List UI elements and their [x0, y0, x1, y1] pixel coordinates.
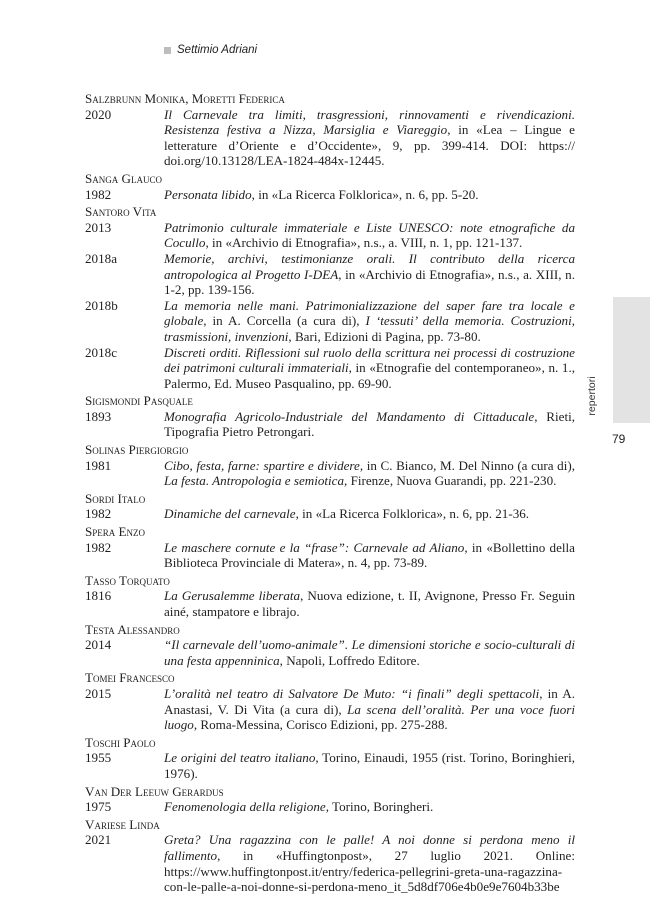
entry-year: 1982 — [85, 506, 112, 522]
entry-text — [164, 799, 575, 815]
author-name: Sanga Glauco — [85, 170, 163, 186]
bib-entry — [85, 637, 575, 668]
entry-title: La festa. Antropologia e semiotica, — [164, 473, 348, 489]
bibliography — [85, 89, 575, 895]
entry-year: 1893 — [85, 408, 112, 424]
entry-text — [164, 220, 575, 251]
bib-entry — [85, 458, 575, 489]
entry-details: , in «Huffingtonpost», 27 luglio 2021. Online: https://www.huffingtonpost.it/entry/federica-pellegrini-greta-una-ragazzina-con-le-palle-a-noi-donne-si-perdona-meno_it_5d8df706e4b0e9e7604b33be — [164, 847, 575, 895]
section-tab — [613, 297, 650, 423]
entry-year: 1816 — [85, 588, 112, 604]
running-head-text: Settimio Adriani — [177, 44, 258, 56]
entry-details: , in «La Ricerca Folklorica», n. 6, pp. 5-20. — [251, 186, 479, 202]
entry-text — [164, 187, 575, 203]
entry-year: 1975 — [85, 799, 112, 815]
entry-details: , Napoli, Loffredo Editore. — [279, 652, 420, 668]
author-name: Sigismondi Pasquale — [85, 393, 193, 409]
entry-title: Fenomenologia della religione — [164, 799, 326, 815]
entry-year: 1982 — [85, 186, 112, 202]
entry-text — [164, 588, 575, 619]
bib-entry — [85, 799, 575, 815]
entry-title: La memoria nelle mani. Patrimonializzazione del saper fare tra locale e globale — [164, 297, 575, 329]
entry-year: 2013 — [85, 219, 112, 235]
entry-title: Il Carnevale tra limiti, trasgressioni, rinnovamenti e rivendicazioni. Resistenza festiva a Nizza, Marsiglia e Viareggio — [164, 106, 575, 138]
entry-details: , Torino, Boringheri. — [325, 799, 434, 815]
bib-entry — [85, 107, 575, 169]
author-name: Testa Alessandro — [85, 621, 180, 637]
entry-text — [164, 832, 575, 894]
entry-title: Le maschere cornute e la “frase”: Carnevale ad Aliano — [164, 539, 465, 555]
entry-details: , in «Archivio di Etnografia», n.s., a. VIII, n. 1, pp. 121-137. — [205, 235, 523, 251]
entry-title: Monografia Agricolo-Industriale del Mandamento di Cittaducale — [164, 408, 535, 424]
author-name: Spera Enzo — [85, 524, 146, 540]
header-square-icon — [164, 47, 171, 54]
entry-title: La scena dell’oralità. Per una voce fuori luogo — [164, 701, 575, 733]
entry-details: , Nuova edizione, t. II, Avignone, Presso Fr. Seguin ainé, stampatore e librajo. — [164, 588, 575, 619]
entry-year: 1981 — [85, 457, 112, 473]
entry-details: , in «Bollettino della Biblioteca Provinciale di Matera», n. 4, pp. 73-89. — [164, 539, 575, 571]
entry-year: 2014 — [85, 637, 112, 653]
entry-title: Patrimonio culturale immateriale e Liste UNESCO: note etnografiche da Cocullo — [164, 219, 575, 251]
entry-year: 2015 — [85, 685, 112, 701]
entry-title: Greta? Una ragazzina con le palle! A noi donne si perdona meno il fallimento — [164, 832, 575, 863]
entry-year: 1955 — [85, 750, 112, 766]
entry-title: Cibo, festa, farne: spartire e dividere, — [164, 457, 364, 473]
bib-entry — [85, 832, 575, 894]
entry-text — [164, 107, 575, 169]
page-number: 79 — [612, 432, 626, 446]
bib-entry — [85, 187, 575, 203]
entry-title: “Il carnevale dell’uomo-animale”. Le dimensioni storiche e socio-culturali di una festa appenninica — [164, 637, 575, 668]
bib-entry — [85, 345, 575, 392]
bib-entry — [85, 750, 575, 781]
entry-title: Personata libido — [164, 186, 252, 202]
entry-year: 2018c — [85, 344, 117, 360]
entry-details: , in «Etnografie del contemporaneo», n. 1., Palermo, Ed. Museo Pasqualino, pp. 69-90. — [164, 360, 575, 391]
entry-details: , in A. Corcella (a cura di), — [203, 313, 366, 329]
entry-title: I ‘tessuti’ della memoria. Costruzioni, trasmissioni, invenzioni — [164, 313, 575, 344]
section-label: repertori — [586, 376, 598, 416]
entry-year: 1982 — [85, 539, 112, 555]
bib-entry — [85, 298, 575, 345]
author-name: Tasso Torquato — [85, 572, 170, 588]
entry-title: Le origini del teatro italiano — [164, 750, 316, 766]
entry-year: 2018b — [85, 297, 118, 313]
entry-text — [164, 750, 575, 781]
entry-details: , Roma-Messina, Corisco Edizioni, pp. 275-288. — [193, 717, 448, 733]
bib-entry — [85, 409, 575, 440]
entry-title: Dinamiche del carnevale, — [164, 506, 299, 522]
author-name: Variese Linda — [85, 816, 160, 832]
entry-text — [164, 409, 575, 440]
bib-entry — [85, 588, 575, 619]
entry-details: in «La Ricerca Folklorica», n. 6, pp. 21-36. — [298, 506, 530, 522]
entry-text — [164, 251, 575, 298]
entry-details: , Bari, Edizioni di Pagina, pp. 73-80. — [288, 328, 481, 344]
entry-title: L’oralità nel teatro di Salvatore De Muto: “i finali” degli spettacoli — [164, 685, 540, 701]
entry-details: , in A. Anastasi, V. Di Vita (a cura di), — [164, 685, 575, 717]
entry-year: 2018a — [85, 250, 117, 266]
author-name: Sordi Italo — [85, 490, 146, 506]
entry-title: Memorie, archivi, testimonianze orali. Il contributo della ricerca antropologica al Progetto I-DEA — [164, 250, 575, 282]
entry-text — [164, 458, 575, 489]
entry-text — [164, 686, 575, 733]
entry-title: Discreti orditi. Riflessioni sul ruolo della scrittura nei processi di costruzione dei patrimoni culturali immateriali — [164, 344, 575, 376]
entry-title: La Gerusalemme liberata — [164, 588, 301, 604]
entry-details: , in «Archivio di Etnografia», n.s., a. XIII, n. 1-2, pp. 139-156. — [164, 266, 575, 298]
bib-entry — [85, 540, 575, 571]
entry-text — [164, 506, 575, 522]
author-name: Solinas Piergiorgio — [85, 442, 189, 458]
entry-year: 2021 — [85, 832, 112, 848]
entry-text — [164, 637, 575, 668]
author-name: Toschi Paolo — [85, 734, 156, 750]
entry-text — [164, 540, 575, 571]
entry-details: in C. Bianco, M. Del Ninno (a cura di), — [363, 457, 576, 473]
running-head — [164, 44, 257, 56]
bib-entry — [85, 506, 575, 522]
entry-details: Firenze, Nuova Guarandi, pp. 221-230. — [347, 473, 557, 489]
author-name: Van Der Leeuw Gerardus — [85, 783, 224, 799]
entry-text — [164, 345, 575, 392]
bib-entry — [85, 686, 575, 733]
author-name: Salzbrunn Monika, Moretti Federica — [85, 91, 285, 106]
entry-year: 2020 — [85, 106, 112, 122]
bib-entry — [85, 220, 575, 251]
entry-text — [164, 298, 575, 345]
entry-details: , in «Lea – Lingue e letterature d’Oriente e d’Occidente», 9, pp. 399-414. DOI: https:// doi.org/10.13128/LEA-1824-484x-12445. — [164, 122, 575, 169]
entry-details: , Torino, Einaudi, 1955 (rist. Torino, Boringhieri, 1976). — [164, 750, 575, 781]
author-name: Santoro Vita — [85, 204, 157, 220]
author-name: Tomei Francesco — [85, 670, 175, 686]
entry-details: , Rieti, Tipografia Pietro Petrongari. — [164, 408, 575, 440]
bib-entry — [85, 251, 575, 298]
